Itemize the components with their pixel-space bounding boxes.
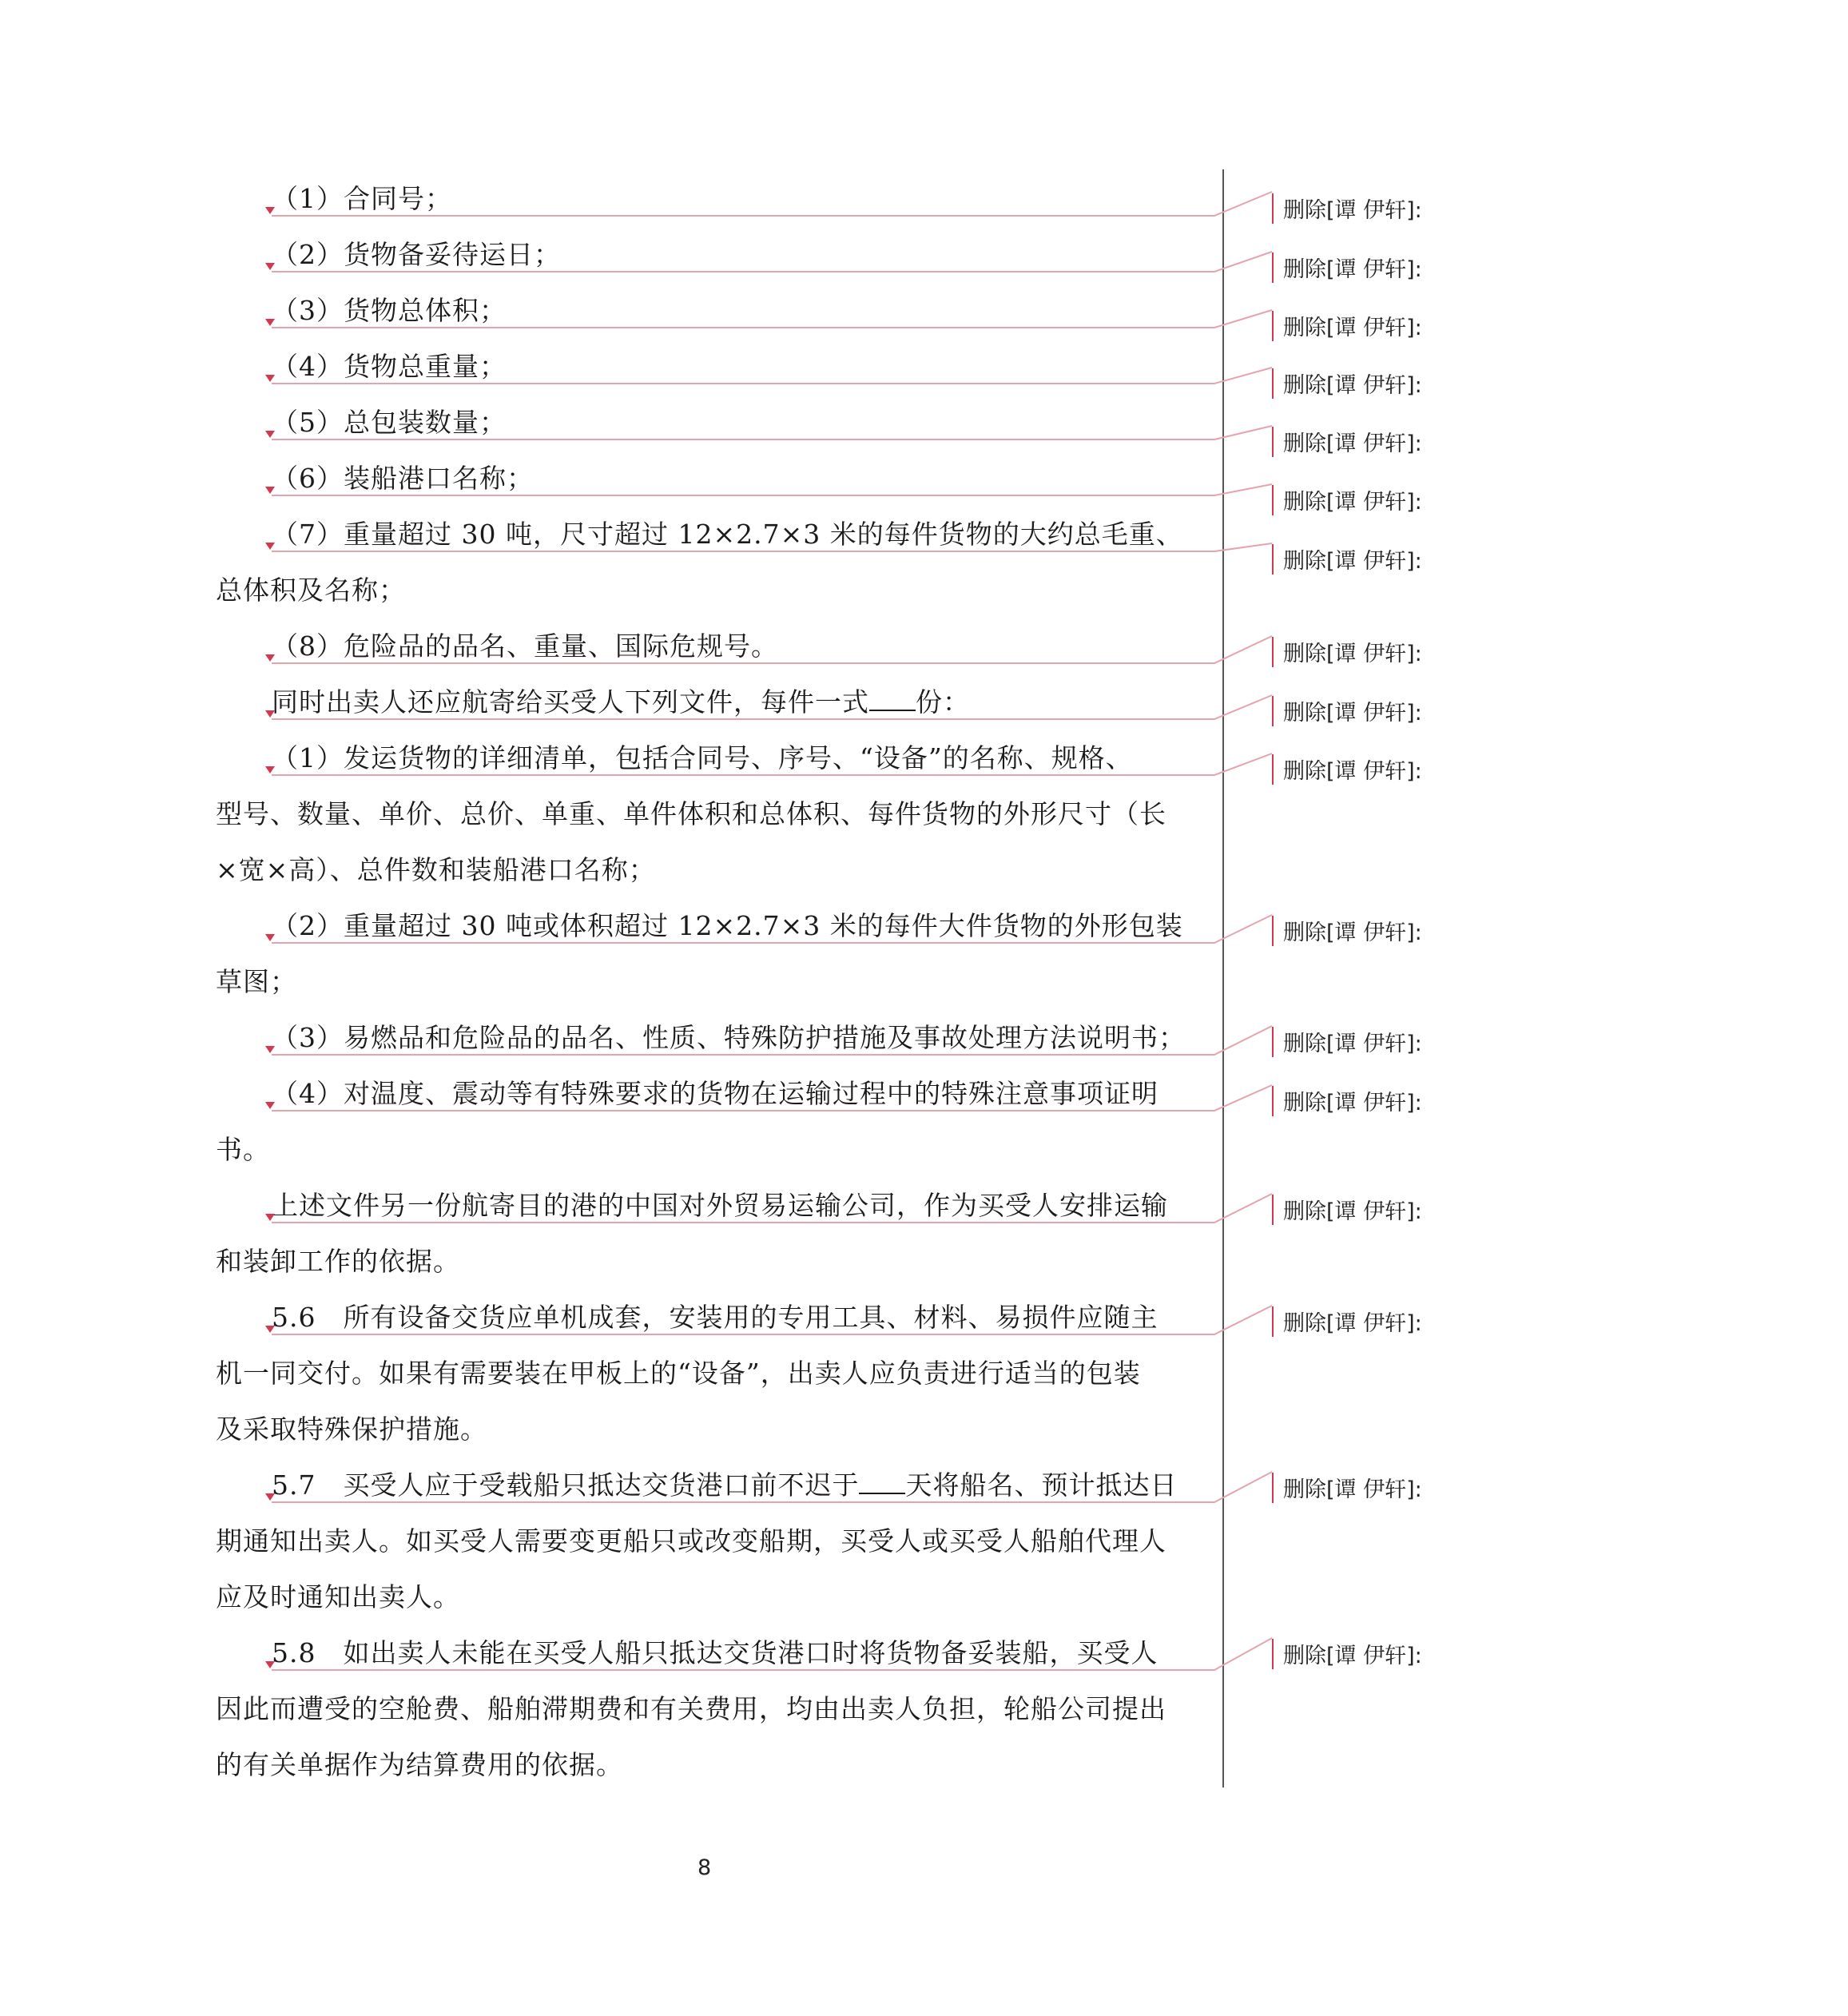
clause-5-7 [272,1457,1206,1513]
list-item-total-weight: （4）货物总重量； [272,351,507,382]
list-item-ready-date: （2）货物备妥待运日； [272,239,561,270]
revision-marker [265,1046,275,1053]
balloon-edge [1272,427,1274,457]
paragraph-documents-intro [272,674,1206,730]
balloon-edge [1272,637,1274,667]
comment-balloon-2[interactable]: 删除[谭 伊轩]: [1283,257,1422,282]
balloon-edge [1272,1639,1274,1669]
doc-item-sketch-cont: 草图； [216,966,297,997]
revision-marker [265,766,275,773]
comment-balloon-1[interactable]: 删除[谭 伊轩]: [1283,198,1422,223]
revision-marker [265,1102,275,1109]
revision-marker [265,487,275,494]
revision-marker [265,1661,275,1668]
clause-5-7-cont2: 应及时通知出卖人。 [216,1581,460,1612]
balloon-edge [1272,485,1274,515]
comment-balloon-6[interactable]: 删除[谭 伊轩]: [1283,490,1422,515]
comment-balloon-14[interactable]: 删除[谭 伊轩]: [1283,1199,1422,1224]
clause-5-6-cont2: 及采取特殊保护措施。 [216,1414,487,1445]
copies-blank [869,689,916,711]
days-blank [859,1472,905,1494]
clause-5-8: 5.8 如出卖人未能在买受人船只抵达交货港口时将货物备妥装船，买受人 [272,1637,1158,1668]
list-item-contract-no: （1）合同号； [272,183,452,214]
revision-marker [265,207,275,214]
paragraph-copy-to-port-cont: 和装卸工作的依据。 [216,1246,460,1277]
balloon-edge [1272,1306,1274,1337]
comment-balloon-17[interactable]: 删除[谭 伊轩]: [1283,1644,1422,1668]
balloon-edge [1272,311,1274,341]
revision-marker [265,1493,275,1501]
revision-marker [265,710,275,718]
clause-5-8-cont2: 的有关单据作为结算费用的依据。 [216,1749,623,1780]
comment-balloon-7[interactable]: 删除[谭 伊轩]: [1283,549,1422,574]
balloon-edge [1272,1473,1274,1503]
list-item-dangerous-goods: （8）危险品的品名、重量、国际危规号。 [272,630,778,662]
balloon-edge [1272,1027,1274,1057]
clause-5-8-cont1: 因此而遭受的空舱费、船舶滞期费和有关费用，均由出卖人负担，轮船公司提出 [216,1693,1166,1724]
clause-5-6-cont1: 机一同交付。如果有需要装在甲板上的“设备”，出卖人应负责进行适当的包装 [216,1358,1141,1389]
revision-marker [265,319,275,326]
documents-intro-text: 同时出卖人还应航寄给买受人下列文件，每件一式 [272,686,869,718]
comment-balloon-15[interactable]: 删除[谭 伊轩]: [1283,1311,1422,1336]
balloon-edge [1272,916,1274,946]
balloon-edge [1272,368,1274,399]
balloon-edge [1272,1195,1274,1225]
revision-marker [265,263,275,270]
revision-marker [265,375,275,382]
comment-balloon-8[interactable]: 删除[谭 伊轩]: [1283,642,1422,666]
paragraph-copy-to-port: 上述文件另一份航寄目的港的中国对外贸易运输公司，作为买受人安排运输 [272,1190,1168,1221]
doc-item-packing-list-cont2: ×宽×高）、总件数和装船港口名称； [216,854,656,885]
clause-5-7-suffix: 天将船名、预计抵达日 [905,1469,1178,1501]
comment-balloon-13[interactable]: 删除[谭 伊轩]: [1283,1091,1422,1115]
comment-balloon-4[interactable]: 删除[谭 伊轩]: [1283,373,1422,398]
clause-5-7-text: 5.7 买受人应于受载船只抵达交货港口前不迟于 [272,1469,860,1501]
doc-item-sketch: （2）重量超过 30 吨或体积超过 12×2.7×3 米的每件大件货物的外形包装 [272,910,1183,941]
list-item-package-count: （5）总包装数量； [272,407,507,438]
comment-balloon-5[interactable]: 删除[谭 伊轩]: [1283,431,1422,456]
balloon-edge [1272,696,1274,726]
comment-balloon-3[interactable]: 删除[谭 伊轩]: [1283,316,1422,340]
clause-5-6: 5.6 所有设备交货应单机成套，安装用的专用工具、材料、易损件应随主 [272,1302,1158,1333]
comment-balloon-16[interactable]: 删除[谭 伊轩]: [1283,1477,1422,1502]
comment-balloon-9[interactable]: 删除[谭 伊轩]: [1283,701,1422,726]
doc-item-special-care-cont: 书。 [216,1134,270,1165]
comment-balloon-10[interactable]: 删除[谭 伊轩]: [1283,759,1422,784]
revision-marker [265,654,275,662]
list-item-loading-port: （6）装船港口名称； [272,463,534,494]
balloon-edge [1272,252,1274,283]
clause-5-7-cont1: 期通知出卖人。如买受人需要变更船只或改变船期，买受人或买受人船舶代理人 [216,1525,1166,1557]
balloon-edge [1272,544,1274,575]
revision-marker [265,1214,275,1221]
revision-marker [265,1326,275,1333]
comment-balloon-12[interactable]: 删除[谭 伊轩]: [1283,1032,1422,1056]
revision-marker [265,431,275,438]
balloon-edge [1272,754,1274,785]
markup-margin-divider [1222,169,1224,1787]
documents-intro-suffix: 份： [916,686,970,718]
list-item-total-volume: （3）货物总体积； [272,295,507,326]
revision-marker [265,543,275,550]
doc-item-packing-list: （1）发运货物的详细清单，包括合同号、序号、“设备”的名称、规格、 [272,742,1133,773]
doc-item-special-care: （4）对温度、震动等有特殊要求的货物在运输过程中的特殊注意事项证明 [272,1078,1158,1109]
page-number: 8 [697,1855,712,1880]
list-item-heavy-cargo-cont: 总体积及名称； [216,575,406,606]
balloon-edge [1272,1086,1274,1116]
list-item-heavy-cargo: （7）重量超过 30 吨，尺寸超过 12×2.7×3 米的每件货物的大约总毛重、 [272,519,1183,550]
comment-balloon-11[interactable]: 删除[谭 伊轩]: [1283,921,1422,945]
balloon-edge [1272,193,1274,224]
doc-item-packing-list-cont1: 型号、数量、单价、总价、单重、单件体积和总体积、每件货物的外形尺寸（长 [216,798,1166,829]
doc-item-hazard-manual: （3）易燃品和危险品的品名、性质、特殊防护措施及事故处理方法说明书； [272,1022,1186,1053]
revision-marker [265,934,275,941]
